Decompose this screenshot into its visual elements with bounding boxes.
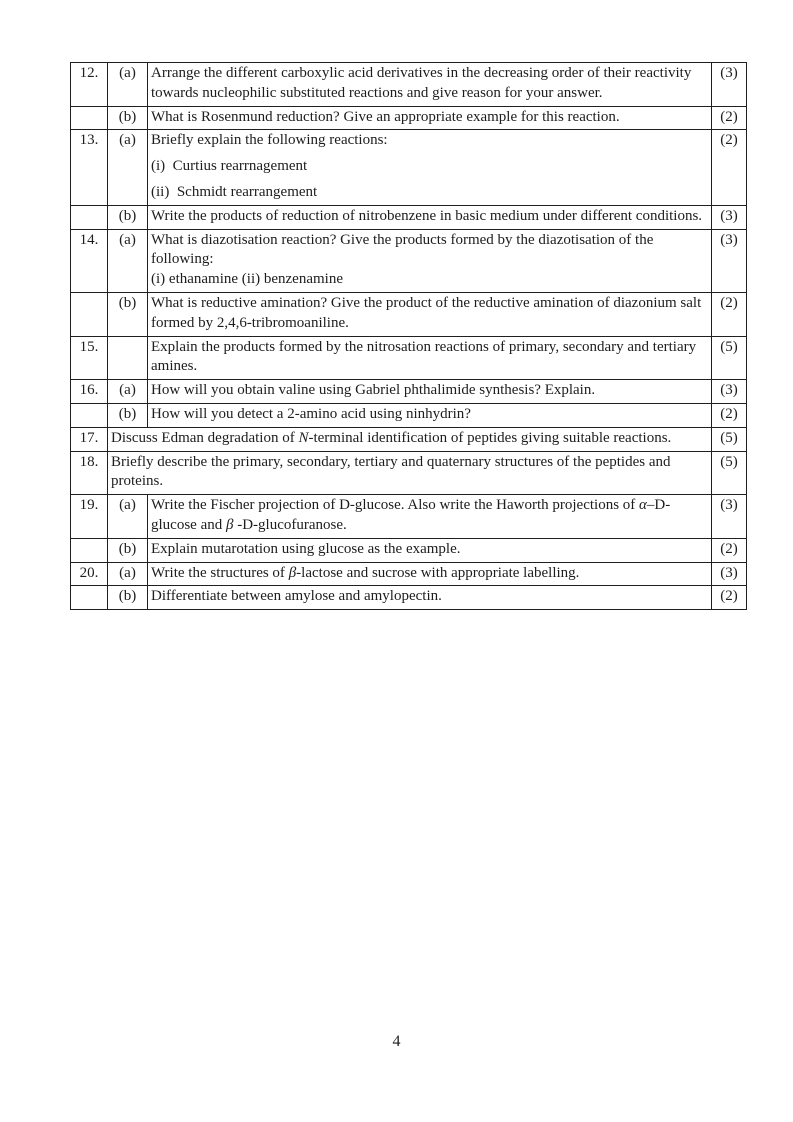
question-text: How will you detect a 2-amino acid using ninhydrin? <box>151 405 471 422</box>
table-row <box>71 63 747 107</box>
table-row <box>71 427 747 451</box>
table-row <box>71 205 747 229</box>
question-text: Briefly explain the following reactions: <box>151 132 388 149</box>
italic-segment: N <box>298 429 309 446</box>
question-text-cell <box>148 63 712 107</box>
question-text: What is reductive amination? Give the product of the reductive amination of diazonium salt formed by 2,4,6-tribromoaniline. <box>151 294 705 331</box>
marks-cell: (2) <box>712 538 747 562</box>
question-text-cell <box>148 205 712 229</box>
question-number-cell: 17. <box>71 427 108 451</box>
question-text-cell <box>148 586 712 610</box>
question-text-cell <box>148 538 712 562</box>
marks-cell: (3) <box>712 63 747 107</box>
question-text: Write the products of reduction of nitrobenzene in basic medium under different conditions. <box>151 207 703 224</box>
question-text-cell <box>148 495 712 539</box>
text-segment: -D-glucofuranose. <box>233 516 347 533</box>
page-number: 4 <box>392 1033 401 1050</box>
marks-cell: (3) <box>712 495 747 539</box>
question-text: Briefly describe the primary, secondary, tertiary and quaternary structures of the peptides and proteins. <box>111 453 675 490</box>
question-text-cell <box>148 380 712 404</box>
subpart-cell: (a) <box>108 130 148 205</box>
subpart-cell: (a) <box>108 495 148 539</box>
subpart-cell: (b) <box>108 106 148 130</box>
table-row <box>71 336 747 380</box>
subpart-cell: (b) <box>108 586 148 610</box>
question-text: Explain mutarotation using glucose as the example. <box>151 540 461 557</box>
table-row <box>71 292 747 336</box>
question-number-cell: 19. <box>71 495 108 539</box>
text-segment: -lactose and sucrose with appropriate labelling. <box>296 564 580 581</box>
table-row <box>71 403 747 427</box>
question-text-cell <box>148 403 712 427</box>
question-text-cell <box>148 130 712 205</box>
question-number-cell <box>71 205 108 229</box>
question-number-cell: 13. <box>71 130 108 205</box>
italic-segment: α <box>639 497 647 514</box>
table-row <box>71 495 747 539</box>
question-number-cell <box>71 586 108 610</box>
table-row <box>71 562 747 586</box>
subpart-cell <box>108 336 148 380</box>
question-text: Differentiate between amylose and amylopectin. <box>151 588 442 605</box>
question-number-cell: 14. <box>71 229 108 292</box>
question-subitem: (i) Curtius rearrnagement <box>151 158 308 175</box>
question-text: What is Rosenmund reduction? Give an appropriate example for this reaction. <box>151 108 620 125</box>
text-segment: Write the Fischer projection of D-glucose. Also write the Haworth projections of <box>151 497 640 514</box>
table-row <box>71 586 747 610</box>
question-subitem: (i) ethanamine (ii) benzenamine <box>151 271 343 288</box>
italic-segment: β <box>225 516 234 533</box>
marks-cell: (2) <box>712 130 747 205</box>
question-number-cell: 12. <box>71 63 108 107</box>
table-row <box>71 451 747 495</box>
subpart-cell: (a) <box>108 229 148 292</box>
question-number-cell <box>71 292 108 336</box>
marks-cell: (2) <box>712 106 747 130</box>
question-text: How will you obtain valine using Gabriel phthalimide synthesis? Explain. <box>151 382 596 399</box>
text-segment: -terminal identification of peptides giving suitable reactions. <box>308 429 672 446</box>
question-subitem: (ii) Schmidt rearrangement <box>151 183 318 200</box>
subpart-cell: (a) <box>108 562 148 586</box>
question-text: What is diazotisation reaction? Give the products formed by the diazotisation of the following: <box>151 231 658 268</box>
subpart-cell: (a) <box>108 63 148 107</box>
question-number-cell <box>71 403 108 427</box>
question-text <box>151 564 708 584</box>
marks-cell: (3) <box>712 229 747 292</box>
subpart-cell: (b) <box>108 292 148 336</box>
question-number-cell <box>71 106 108 130</box>
subpart-cell: (b) <box>108 403 148 427</box>
question-text <box>111 429 708 449</box>
subpart-cell: (b) <box>108 538 148 562</box>
question-number-cell: 15. <box>71 336 108 380</box>
question-text-cell <box>148 106 712 130</box>
question-text: Arrange the different carboxylic acid derivatives in the decreasing order of their reactivity towards nucleophilic substituted reactions and give reason for your answer. <box>151 65 696 101</box>
table-row <box>71 380 747 404</box>
marks-cell: (2) <box>712 403 747 427</box>
question-text-cell <box>108 451 712 495</box>
marks-cell: (5) <box>712 427 747 451</box>
text-segment: –D-glucose and <box>151 497 671 533</box>
question-text-cell <box>148 229 712 292</box>
question-text <box>151 496 708 536</box>
table-row <box>71 130 747 205</box>
marks-cell: (2) <box>712 292 747 336</box>
marks-cell: (2) <box>712 586 747 610</box>
marks-cell: (3) <box>712 562 747 586</box>
subpart-cell: (b) <box>108 205 148 229</box>
question-number-cell: 16. <box>71 380 108 404</box>
question-text: Explain the products formed by the nitrosation reactions of primary, secondary and tertiary amines. <box>151 338 700 375</box>
text-segment: Discuss Edman degradation of <box>111 429 299 446</box>
table-row <box>71 229 747 292</box>
question-table <box>70 62 747 610</box>
question-number-cell <box>71 538 108 562</box>
question-text-cell <box>148 292 712 336</box>
table-row <box>71 106 747 130</box>
marks-cell: (3) <box>712 205 747 229</box>
table-row <box>71 538 747 562</box>
text-segment: Write the structures of <box>151 564 289 581</box>
marks-cell: (3) <box>712 380 747 404</box>
question-text-cell <box>108 427 712 451</box>
question-number-cell: 18. <box>71 451 108 495</box>
subpart-cell: (a) <box>108 380 148 404</box>
italic-segment: β <box>288 564 297 581</box>
question-text-cell <box>148 336 712 380</box>
marks-cell: (5) <box>712 336 747 380</box>
marks-cell: (5) <box>712 451 747 495</box>
question-text-cell <box>148 562 712 586</box>
question-number-cell: 20. <box>71 562 108 586</box>
